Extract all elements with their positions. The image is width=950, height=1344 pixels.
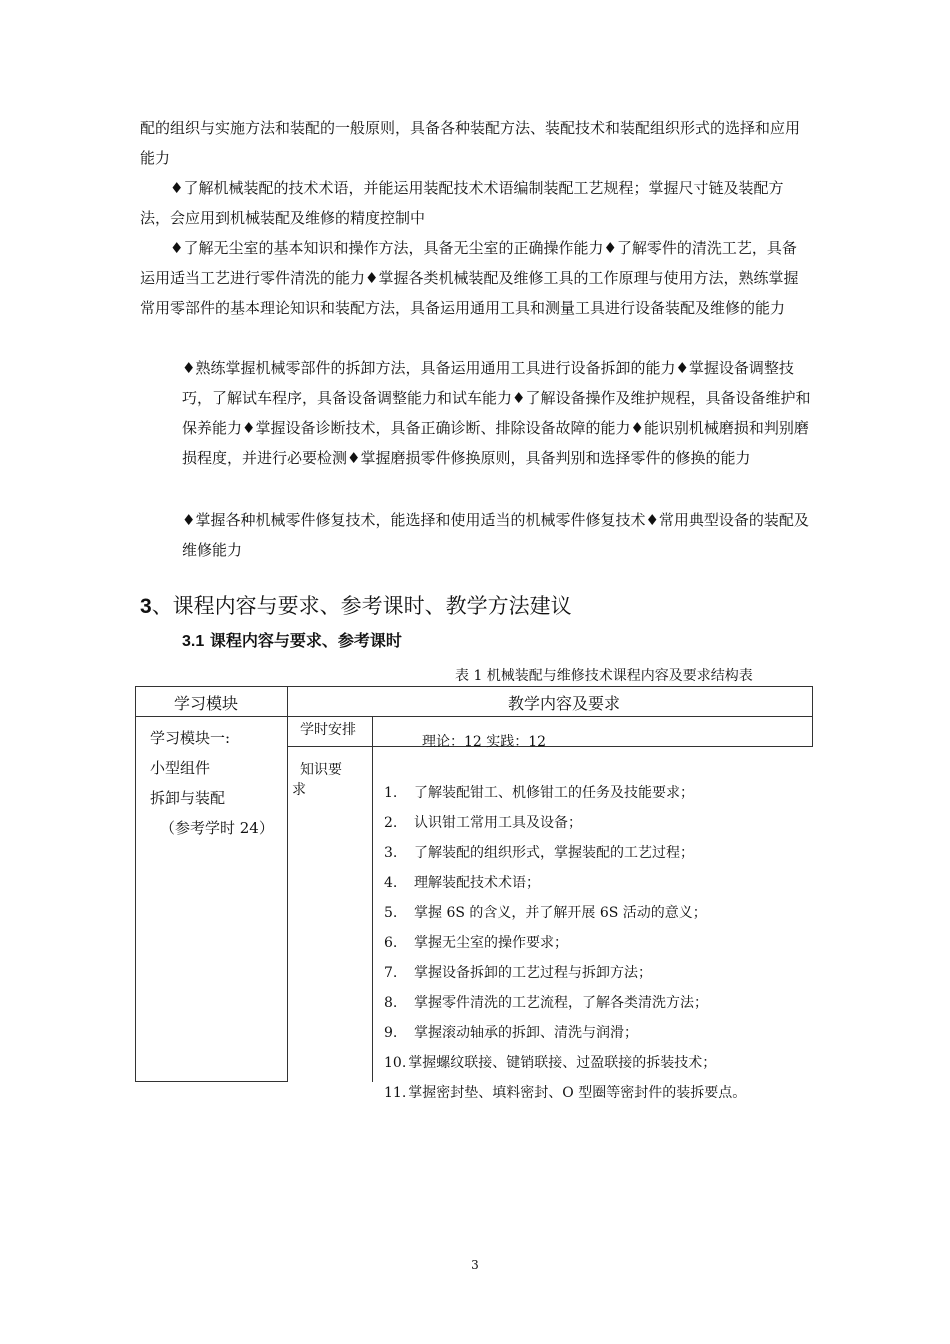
list-item — [384, 808, 816, 838]
subsection-number: 3.1 — [182, 633, 205, 650]
paragraph-1: 配的组织与实施方法和装配的一般原则，具备各种装配方法、装配技术和装配组织形式的选择和应用能力 — [140, 119, 801, 167]
list-item — [384, 868, 816, 898]
subsection-title: 课程内容与要求、参考课时 — [204, 631, 402, 650]
list-item-text: 掌握零件清洗的工艺流程，了解各类清洗方法； — [414, 995, 708, 1011]
list-item-text: 掌握滚动轴承的拆卸、清洗与润滑； — [414, 1025, 638, 1041]
knowledge-label-1: 知识要 — [300, 762, 342, 778]
list-item — [384, 1018, 816, 1048]
list-item-number: 4. — [384, 875, 398, 891]
hours-value: 理论：12 实践：12 — [422, 734, 547, 750]
list-item — [384, 898, 816, 928]
module-line-1: 学习模块一: — [150, 729, 231, 747]
list-item — [384, 1048, 816, 1078]
list-item-number: 2. — [384, 815, 398, 831]
knowledge-label-2: 求 — [292, 782, 306, 798]
module-line-4: （参考学时 24） — [160, 819, 274, 837]
list-item-number: 1. — [384, 785, 398, 801]
subsection-heading — [182, 626, 402, 657]
section-title: 、课程内容与要求、参考课时、教学方法建议 — [151, 594, 572, 618]
paragraph-5: ♦掌握各种机械零件修复技术，能选择和使用适当的机械零件修复技术♦常用典型设备的装配及维修能力 — [182, 511, 809, 559]
table-right-border — [812, 686, 813, 746]
table-caption: 表 1 机械装配与维修技术课程内容及要求结构表 — [455, 668, 753, 684]
table-hours-divider — [288, 746, 813, 747]
header-module: 学习模块 — [174, 694, 239, 713]
list-item-number: 8. — [384, 995, 398, 1011]
list-item — [384, 988, 816, 1018]
list-item-text: 掌握设备拆卸的工艺过程与拆卸方法； — [414, 965, 652, 981]
table-left-border — [135, 686, 136, 1082]
requirements-list — [384, 778, 816, 1101]
paragraph-3: ♦了解无尘室的基本知识和操作方法，具备无尘室的正确操作能力♦了解零件的清洗工艺，具备运用适当工艺进行零件清洗的能力♦掌握各类机械装配及维修工具的工作原理与使用方法，熟练掌握常用零部件的基本理论知识和装配方法，具备运用通用工具和测量工具进行设备装配及维修的能力 — [140, 239, 799, 317]
hours-label: 学时安排 — [300, 722, 356, 738]
module-line-3: 拆卸与装配 — [150, 789, 226, 807]
list-item-text: 掌握 6S 的含义，并了解开展 6S 活动的意义； — [414, 905, 707, 921]
module-line-2: 小型组件 — [150, 759, 211, 777]
section-heading — [140, 590, 572, 623]
table-bottom-border — [135, 1081, 288, 1082]
list-item-text: 掌握螺纹联接、键销联接、过盈联接的拆装技术； — [408, 1055, 717, 1071]
list-item-text: 掌握密封垫、填料密封、O 型圈等密封件的装拆要点。 — [408, 1085, 747, 1101]
table-label-divider — [372, 716, 373, 1082]
list-item-number: 9. — [384, 1025, 398, 1041]
list-item-number: 6. — [384, 935, 398, 951]
list-item-number: 7. — [384, 965, 398, 981]
list-item-number: 5. — [384, 905, 398, 921]
section-number: 3 — [140, 595, 152, 618]
list-item-text: 掌握无尘室的操作要求； — [414, 935, 568, 951]
paragraph-4: ♦熟练掌握机械零部件的拆卸方法，具备运用通用工具进行设备拆卸的能力♦掌握设备调整技巧，了解试车程序，具备设备调整能力和试车能力♦了解设备操作及维护规程，具备设备维护和保养能力♦掌握设备诊断技术，具备正确诊断、排除设备故障的能力♦能识别机械磨损和判别磨损程度，并进行必要检测♦掌握磨损零件修换原则，具备判别和选择零件的修换的能力 — [182, 359, 811, 467]
list-item-text: 了解装配钳工、机修钳工的任务及技能要求； — [414, 785, 694, 801]
list-item — [384, 1078, 816, 1108]
list-item-number: 3. — [384, 845, 398, 861]
list-item — [384, 838, 816, 868]
table-top-border — [135, 686, 813, 687]
header-content: 教学内容及要求 — [508, 694, 621, 713]
hours-label-cell — [292, 717, 370, 745]
list-item-number: 11. — [384, 1085, 407, 1101]
list-item — [384, 778, 816, 808]
list-item — [384, 928, 816, 958]
list-item — [384, 958, 816, 988]
list-item-text: 认识钳工常用工具及设备； — [414, 815, 582, 831]
page-number: 3 — [471, 1258, 479, 1272]
list-item-text: 了解装配的组织形式，掌握装配的工艺过程； — [414, 845, 694, 861]
list-item-number: 10. — [384, 1055, 407, 1071]
table-header-divider — [135, 716, 813, 717]
paragraph-2: ♦了解机械装配的技术术语，并能运用装配技术术语编制装配工艺规程；掌握尺寸链及装配方法，会应用到机械装配及维修的精度控制中 — [140, 179, 784, 227]
list-item-text: 理解装配技术术语； — [414, 875, 540, 891]
